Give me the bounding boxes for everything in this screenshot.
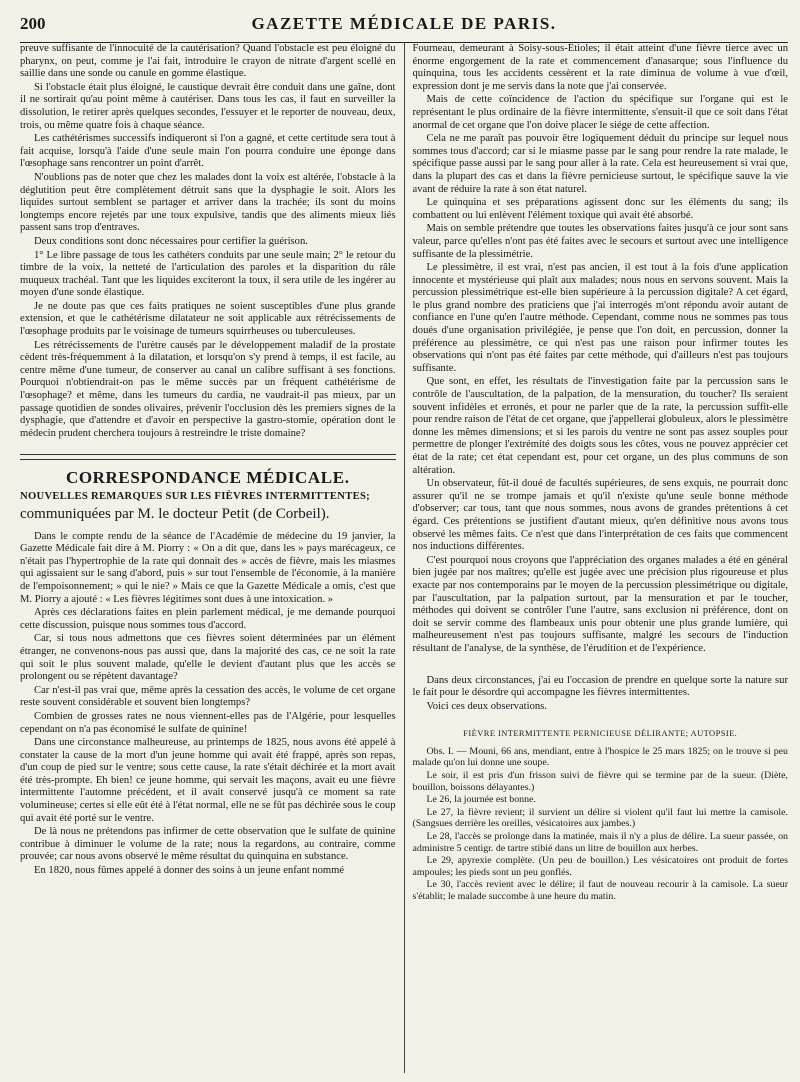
- page-header: [20, 14, 788, 40]
- paragraph: 1° Le libre passage de tous les cathéters conduits par une seule main; 2° le retour du timbre de la voix, la netteté de l'articulation des paroles et la disparition du râle muqueux trachéal. Tant que les liquides exciteront la toux, il sera utile de les ingérer au moyen d'une sonde élastique.: [20, 249, 396, 299]
- paragraph: Le 29, apyrexie complète. (Un peu de bouillon.) Les vésicatoires ont produit de fortes ampoules; les pieds sont un peu gonflés.: [412, 855, 788, 878]
- paragraph: Après ces déclarations faites en plein parlement médical, je me demande pourquoi cette discussion, puisque nous sommes tous d'accord.: [20, 607, 396, 631]
- observation-text: [413, 746, 789, 903]
- paragraph: En 1820, nous fûmes appelé à donner des soins à un jeune enfant nommé: [34, 865, 345, 877]
- paragraph: Que sont, en effet, les résultats de l'investigation faite par la percussion sans le contrôle de l'auscultation, de la palpation, de la mensuration, du toucher? Ils seraient souvent infidèles et erronés, et pour ne parler que de la rate, la percussion suffit-elle pour rendre raison de l'état de cet organe, que j'appellerai globuleux, alors le plessimètre donne les mêmes dimensions; et si les parois du ventre ne sont pas assez souples pour permettre de plonger l'extrémité des doigts sous les côtes, vous ne pouvez apprécier cet état de la rate; cet état cependant est, pour cet organe, un des plus communs de son altération.: [412, 376, 788, 476]
- section-divider: [20, 454, 396, 460]
- paragraph: Le soir, il est pris d'un frisson suivi de fièvre qui se termine par de la sueur. (Diète, bouillon, boissons délayantes.): [412, 770, 788, 793]
- paragraph: Les rétrécissements de l'urètre causés par le développement maladif de la prostate cèdent très-fréquemment à la dilatation, et lorsqu'on s'y prend à temps, il est facile, au centre même d'une tumeur, de conserver au canal un calibre suffisant à ses fonctions. Pourquoi n'obtiendrait-on pas le même succès par un fréquent cathétérisme de l'œsophage? et même, dans les tumeurs du cardia, ne vaudrait-il pas mieux, par un passage quotidien de sondes olivaires, prévenir l'occlusion dès les premiers signes de la dysphagie, que d'attendre et d'avoir en perspective la gastro-stomie, opération dont le médecin prudent cherchera toujours à restreindre le triste domaine?: [20, 339, 396, 439]
- paragraph: Voici ces deux observations.: [426, 700, 547, 712]
- paragraph: Le quinquina et ses préparations agissent donc sur les éléments du sang; ils combattent ou lui enlèvent l'élément toxique qui avait été absorbé.: [412, 197, 788, 221]
- page-number: 200: [20, 14, 46, 33]
- paragraph: Je ne doute pas que ces faits pratiques ne soient susceptibles d'une plus grande extension, et que le cathétérisme dilatateur ne soit applicable aux rétrécissements de l'œsophage produits par le voisinage de tumeurs squirrheuses ou tuberculeuses.: [20, 300, 396, 338]
- paragraph: N'oublions pas de noter que chez les malades dont la voix est altérée, l'obstacle à la déglutition peut être complètement détruit sans que la dysphagie le soit. Alors les liquides surtout semblent se partager et arriver dans la trachée; ils sont du moins longtemps encore rejetés par une toux expulsive, tandis que des aliments mieux liés passent sans trop d'entraves.: [20, 171, 396, 234]
- paragraph: Dans deux circonstances, j'ai eu l'occasion de prendre en quelque sorte la nature sur le fait pour le désordre qui accompagne les fièvres intermittentes.: [412, 674, 788, 699]
- paragraph: Cela ne me paraît pas pouvoir être logiquement déduit du principe sur lequel nous sommes tous d'accord; car si le miasme passe par le sang pour rendre la rate malade, le spécifique passe aussi par le sang pour aller à la rate. Cela est heureusement si vrai que, dans la plupart des cas et dans la fièvre pernicieuse surtout, le spécifique sauve la vie avant de réduire la rate à son état naturel.: [412, 133, 788, 195]
- paragraph: C'est pourquoi nous croyons que l'appréciation des organes malades a été en général bien jugée par nos maîtres; qu'elle est jugée avec une précision plus rigoureuse et plus exacte par nos contemporains par le moyen de la percussion plessimétrique ou digitale, par l'auscultation, par la palpation surtout, par la mensuration et par le toucher, méthodes qui doivent se contrôler l'une l'autre, sans exclusion ni préférence, dont on doit se servir comme des flambeaux unis pour obtenir une plus grande lumière, qui malheureusement n'est pas toujours suffisante, malgré les secours de l'induction résultant de l'analyse, de la synthèse, de l'érudition et de l'expérience.: [412, 554, 788, 654]
- paragraph: Combien de grosses rates ne nous viennent-elles pas de l'Algérie, pour lesquelles cependant on n'a pas économisé le sulfate de quinine!: [20, 710, 396, 735]
- article-subtitle: communiquées par M. le docteur Petit (de Corbeil).: [20, 505, 330, 522]
- paragraph: Le plessimètre, il est vrai, n'est pas ancien, il est tout à la fois d'une application innocente et mystérieuse qui plaît aux malades; nous nous en servons souvent. Mais la percussion plessimétrique est-elle bien supérieure à la percussion digitale? A cet égard, le plus grand nombre des praticiens que j'ai interrogés m'ont répondu avoir autant de confiance en l'une qu'en l'autre méthode. Cependant, comme nous ne sommes pas tous doués d'une organisation privilégiée, je pense que l'on doit, en percussion, donner la préférence au plessimètre, ce qui n'est pas une raison pour infirmer toutes les observations qui n'ont pas été faites par cette méthode, qui d'ailleurs n'est pas toujours suffisante.: [412, 262, 788, 374]
- paragraph: Obs. I. — Mouni, 66 ans, mendiant, entre à l'hospice le 25 mars 1825; on le trouve si peu malade qu'on lui donne une soupe.: [412, 745, 788, 769]
- article-title: NOUVELLES REMARQUES SUR LES FIÈVRES INTERMITTENTES;: [20, 491, 370, 502]
- paragraph: preuve suffisante de l'innocuité de la cautérisation? Quand l'obstacle est peu éloigné du pharynx, on peut, comme je l'ai fait, introduire le crayon de nitrate d'argent scellé en saillie dans une sonde ou canule en gomme élastique.: [20, 43, 396, 80]
- paragraph: Le 28, l'accès se prolonge dans la matinée, mais il n'y a plus de délire. La sueur passée, on administre 5 centigr. de tartre stibié dans un litre de bouillon aux herbes.: [412, 831, 788, 854]
- paragraph: Le 26, la journée est bonne.: [426, 794, 536, 806]
- paragraph: Un observateur, fût-il doué de facultés supérieures, de sens exquis, ne pourrait donc assurer qu'il ne se trompe jamais et qu'il n'existe qu'une seule bonne méthode d'observer; car tous, tant que nous sommes, nous avons de grandes prétentions à cet égard. Ces prétentions se justifient d'autant mieux, qu'en définitive nous avons tous observé les mêmes faits. Ce n'est que dans l'interprétation de ces faits que commencent nos inductions différentes.: [412, 478, 788, 553]
- paragraph: Dans une circonstance malheureuse, au printemps de 1825, nous avons été appelé à constater la cause de la mort d'un jeune homme qui avait été frappé, après son repas, d'un coup de pied sur le ventre; sous cette cause, la rate s'était déchirée et la mort avait été très-prompte. Eh bien! ce jeune homme, qui servait les maçons, avait eu une fièvre intermittente l'automne précédent, et il avait conservé jusqu'à ce moment sa rate volumineuse; certes si elle eût été à l'état normal, elle ne se fût pas déchirée sous le coup qui avait été porté sur le ventre.: [20, 737, 396, 824]
- paragraph: Car, si tous nous admettons que ces fièvres soient déterminées par un élément étranger, ne convenons-nous pas aussi que, dans la majorité des cas, ce ne soit la rate qui soit le plus souvent malade, qu'elle le devient d'autant plus que les accès se prolongent ou se répètent davantage?: [20, 633, 396, 683]
- right-column: [404, 43, 789, 1073]
- paragraph: Fourneau, demeurant à Soisy-sous-Étioles; il était atteint d'une fièvre tierce avec un énorme engorgement de la rate et commencement d'anasarque; sous l'influence du quinquina, tous les accidents cessèrent et la rate diminua de volume à vue d'œil, expression dont je me servis dans la note que j'ai conservée.: [412, 43, 788, 92]
- left-column: [20, 43, 404, 1073]
- section-title: CORRESPONDANCE MÉDICALE.: [65, 468, 350, 488]
- paragraph: Les cathétérismes successifs indiqueront si l'on a gagné, et cette certitude sera tout à fait acquise, lorsqu'à l'aide d'une seule main l'on pourra conduire une éponge dans l'œsophage sans rencontrer un point d'arrêt.: [20, 133, 396, 170]
- paragraph: Mais on semble prétendre que toutes les observations faites jusqu'à ce jour sont sans valeur, parce qu'elles n'ont pas été faites avec le secours et surtout avec une intelligence suffisante de la plessimétrie.: [412, 223, 788, 260]
- spacer: [413, 657, 789, 675]
- paragraph: De là nous ne prétendons pas infirmer de cette observation que le sulfate de quinine contribue à diminuer le volume de la rate; nous la regardons, au contraire, comme prouvée; car nous avons observé le même résultat du quinquina en substance.: [20, 826, 396, 863]
- columns: [20, 43, 788, 1073]
- paragraph: Le 27, la fièvre revient; il survient un délire si violent qu'il faut lui mettre la camisole. (Sangsues derrière les oreilles, vésicatoires aux jambes.): [412, 806, 788, 830]
- paragraph: Mais de cette coïncidence de l'action du spécifique sur l'organe qui est le représentant le plus ordinaire de la fièvre intermittente, s'ensuit-il que ce soit dans l'état anormal de cet organe que l'on doive placer le siége de cette affection.: [412, 94, 788, 131]
- paragraph: Deux conditions sont donc nécessaires pour certifier la guérison.: [34, 235, 308, 247]
- journal-title: GAZETTE MÉDICALE DE PARIS.: [251, 14, 557, 33]
- paragraph: Dans le compte rendu de la séance de l'Académie de médecine du 19 janvier, la Gazette Médicale fait dire à M. Piorry : « On a dit que, dans les » pays marécageux, ce n'était pas l'hypertrophie de la rate qui donnait des » accès de fièvre, mais les miasmes qui agissaient sur le sang d'abord, puis » sur tout l'ensemble de l'économie, à la manière de l'empoisonnement; » qui le nie? » Mais ce que la Gazette Médicale a omis, c'est que M. Piorry a ajouté : « Les fièvres légitimes sont dues à une intoxication. »: [20, 530, 396, 605]
- paragraph: Le 30, l'accès revient avec le délire; il faut de nouveau recourir à la camisole. La sueur s'établit; le malade succombe à une heure du matin.: [412, 879, 788, 902]
- paragraph: Si l'obstacle était plus éloigné, le caustique devrait être conduit dans une gaîne, dont il ne sortirait qu'au point même à cautériser. Dans tous les cas, il faut en surveiller la dissolution, le retirer après quelques secondes, l'essuyer et le reporter de nouveau, deux, trois, ou même quatre fois à chaque séance.: [20, 81, 396, 131]
- observation-heading: FIÈVRE INTERMITTENTE PERNICIEUSE DÉLIRANTE; AUTOPSIE.: [463, 728, 738, 739]
- paragraph: Car n'est-il pas vrai que, même après la cessation des accès, le volume de cet organe reste souvent considérable et souvent bien longtemps?: [20, 684, 396, 709]
